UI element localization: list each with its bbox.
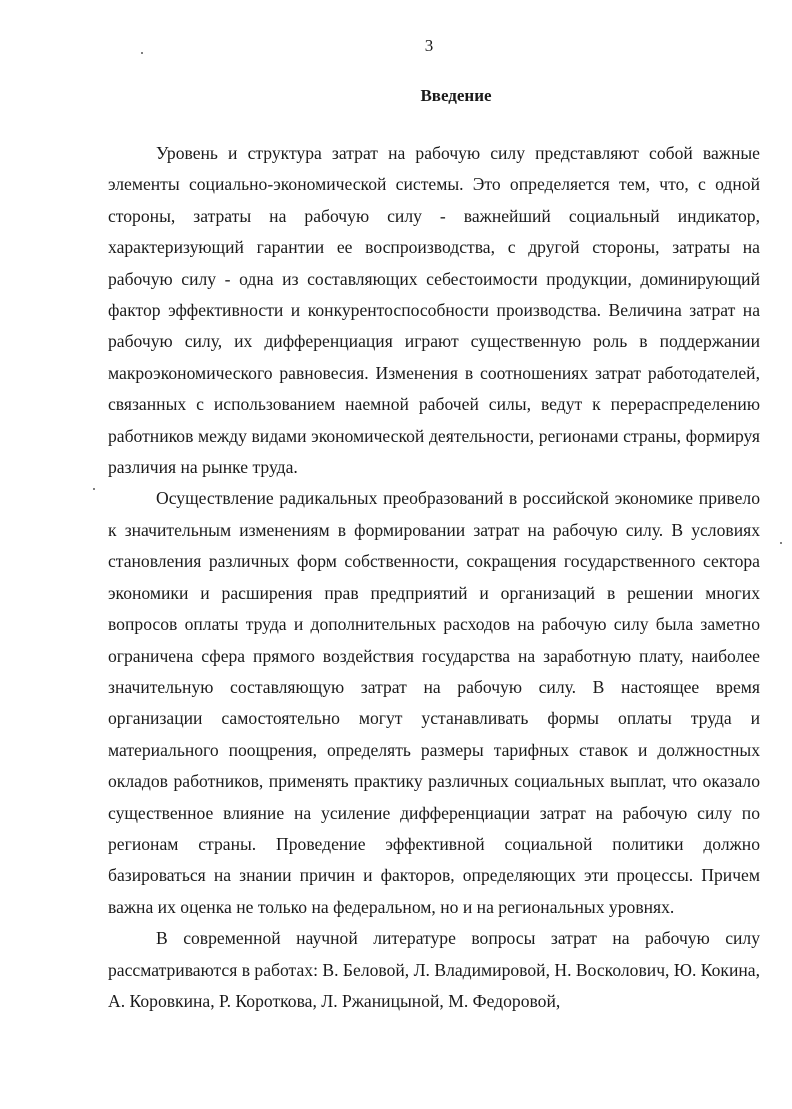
scan-speck (780, 542, 782, 544)
scan-speck (141, 52, 143, 54)
page-number: 3 (424, 36, 434, 55)
paragraph-1: Уровень и структура затрат на рабочую силу представляют собой важные элементы социально-экономической системы. Это определяется тем, что, с одной стороны, затраты на рабочую силу - важнейший социальный индикатор, характеризующий гарантии ее воспроизводства, с другой стороны, затраты на рабочую силу - одна из составляющих себестоимости продукции, доминирующий фактор эффективности и конкурентоспособности производства. Величина затрат на рабочую силу, их дифференциация играют существенную роль в поддержании макроэкономического равновесия. Изменения в соотношениях затрат работодателей, связанных с использованием наемной рабочей силы, ведут к перераспределению работников между видами экономической деятельности, регионами страны, формируя различия на рынке труда. (108, 143, 760, 478)
paragraph-2: Осуществление радикальных преобразований в российской экономике привело к значительным изменениям в формировании затрат на рабочую силу. В условиях становления различных форм собственности, сокращения государственного сектора экономики и расширения прав предприятий и организаций в решении многих вопросов оплаты труда и дополнительных расходов на рабочую силу была заметно ограничена сфера прямого воздействия государства на заработную плату, наиболее значительную составляющую затрат на рабочую силу. В настоящее время организации самостоятельно могут устанавливать формы оплаты труда и материального поощрения, определять размеры тарифных ставок и должностных окладов работников, применять практику различных социальных выплат, что оказало существенное влияние на усиление дифференциации затрат на рабочую силу по регионам страны. Проведение эффективной социальной политики должно базироваться на знании причин и факторов, определяющих эти процессы. Причем важна их оценка не только на федеральном, но и на региональных уровнях. (108, 488, 760, 917)
page-title: Введение (420, 86, 492, 105)
body-text (108, 138, 760, 1017)
paragraph-3: В современной научной литературе вопросы затрат на рабочую силу рассматриваются в работах: В. Беловой, Л. Владимировой, Н. Восколович, Ю. Кокина, А. Коровкина, Р. Короткова, Л. Ржаницыной, М. Федоровой, (108, 928, 760, 1011)
scan-speck (93, 488, 95, 490)
